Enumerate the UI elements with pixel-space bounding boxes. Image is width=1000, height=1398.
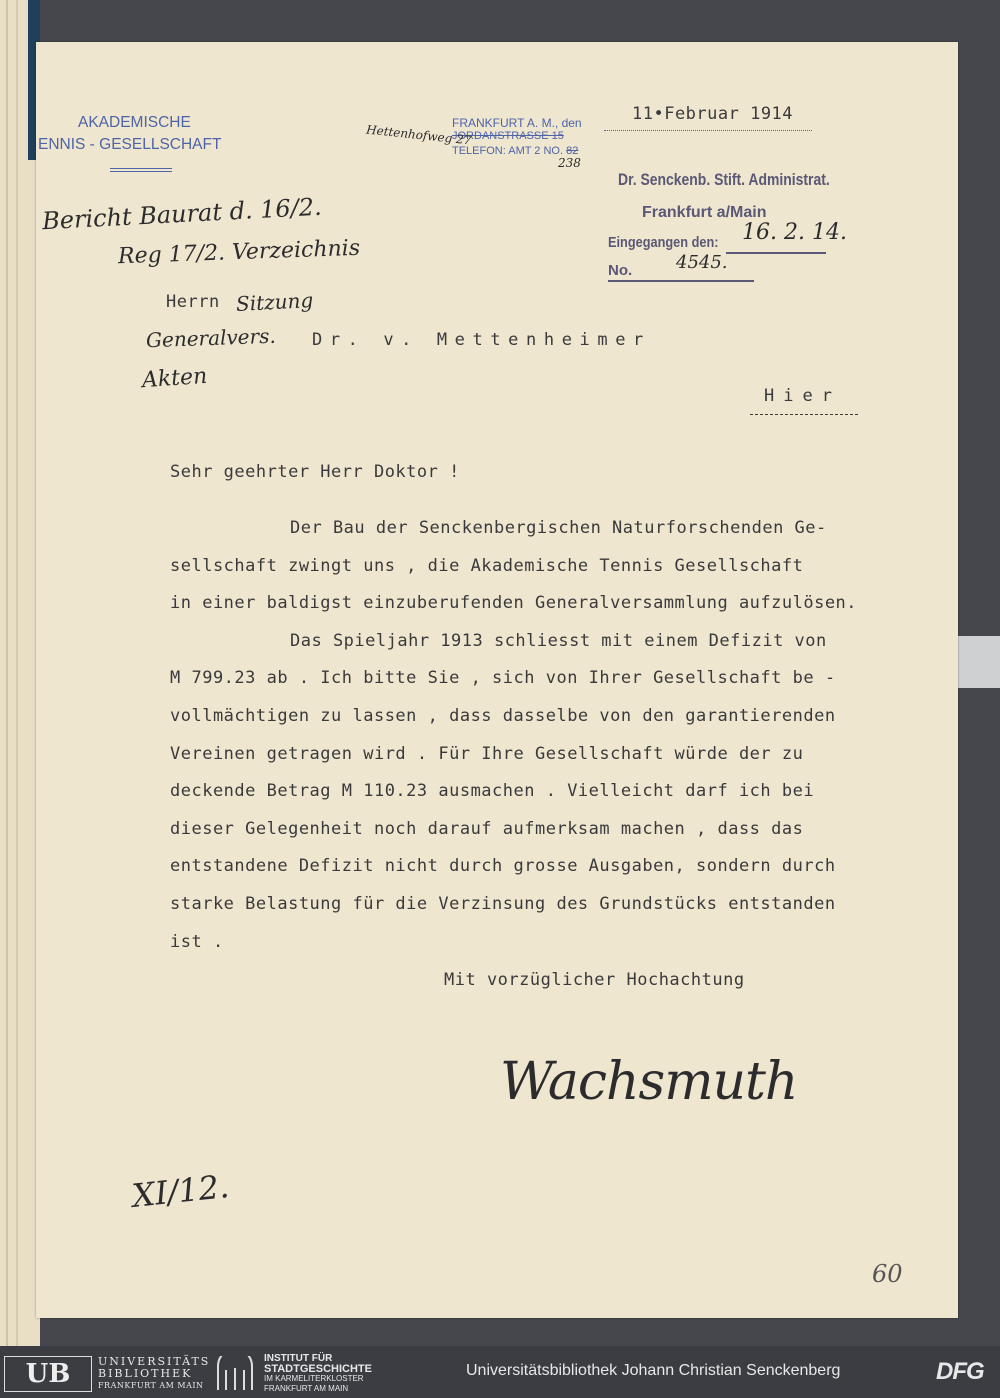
body-line: deckende Betrag M 110.23 ausmachen . Vielleicht darf ich bei [170, 781, 815, 802]
recipient-name: Dr. v. Mettenheimer [312, 330, 651, 350]
letterhead-street-struck: JORDANSTRASSE 15 [452, 130, 564, 142]
body-line: M 799.23 ab . Ich bitte Sie , sich von Ihrer Gesellschaft be - [170, 668, 836, 689]
greeting: Sehr geehrter Herr Doktor ! [170, 462, 460, 482]
phone-number-struck: 82 [566, 145, 579, 157]
stamp-line2: Frankfurt a/Main [642, 204, 767, 221]
annotation-line3: Sitzung [235, 287, 314, 317]
date-dotted-line [604, 130, 812, 131]
stamp-no-underline [608, 280, 754, 282]
letter-date: 11•Februar 1914 [632, 104, 794, 124]
body-line: Der Bau der Senckenbergischen Naturforschenden Ge- [290, 518, 827, 538]
isg-name-line3: IM KARMELITERKLOSTER [264, 1374, 364, 1383]
isg-name-line1: INSTITUT FÜR [264, 1353, 333, 1364]
isg-name-line4: FRANKFURT AM MAIN [264, 1384, 349, 1393]
recipient-place: Hier [764, 386, 841, 406]
letter-paper [36, 42, 958, 1318]
stamp-no-value: 4545. [676, 252, 728, 273]
stamp-received-underline [726, 252, 826, 254]
page-stack-lines [16, 0, 18, 1346]
footer-bar [0, 1346, 1000, 1398]
phone-label: TELEFON: AMT 2 NO. [452, 145, 564, 157]
body-line: entstandene Defizit nicht durch grosse Ausgaben, sondern durch [170, 856, 836, 877]
body-line: Das Spieljahr 1913 schliesst mit einem Defizit von [290, 630, 827, 651]
stamp-no-label: No. [608, 262, 633, 279]
body-line: starke Belastung für die Verzinsung des Grundstücks entstanden [170, 893, 836, 914]
ub-name-line3: FRANKFURT AM MAIN [98, 1381, 204, 1390]
body-line: vollmächtigen zu lassen , dass dasselbe von den garantierenden [170, 705, 836, 726]
ub-name [98, 1356, 210, 1392]
letterhead-city: FRANKFURT A. M., den [452, 116, 582, 130]
body-line: sellschaft zwingt uns , die Akademische Tennis Gesellschaft [170, 555, 804, 576]
isg-logo-icon [214, 1356, 256, 1390]
ub-name-line1: UNIVERSITÄTS [98, 1355, 211, 1368]
stamp-received-value: 16. 2. 14. [742, 220, 847, 245]
stamp-received-label: Eingegangen den: [608, 234, 719, 251]
body-line: in einer baldigst einzuberufenden Generalversammlung aufzulösen. [170, 593, 858, 614]
isg-name-line2: STADTGESCHICHTE [264, 1363, 372, 1375]
body-line: Vereinen getragen wird . Für Ihre Gesellschaft würde der zu [170, 743, 804, 764]
letterhead-rule [110, 168, 172, 172]
annotation-line1: Bericht Baurat d. 16/2. [41, 192, 323, 236]
columns-icon [214, 1356, 256, 1390]
ub-logo-text: UB [25, 1359, 71, 1389]
letter-body [170, 510, 930, 961]
ub-logo[interactable] [4, 1356, 92, 1392]
folio-mark: XI/12. [130, 1167, 231, 1215]
recipient-place-underline [750, 414, 858, 415]
stamp-line1: Dr. Senckenb. Stift. Administrat. [618, 170, 830, 189]
body-line: ist . [170, 931, 224, 952]
page-stack-lines [6, 0, 8, 1346]
isg-name [264, 1354, 372, 1394]
org-name-line1: AKADEMISCHE [78, 114, 191, 131]
recipient-salutation: Herrn [166, 292, 220, 312]
page-number: 60 [872, 1260, 903, 1288]
dfg-logo[interactable]: DFG [936, 1358, 984, 1385]
signature: Wachsmuth [500, 1052, 798, 1112]
closing: Mit vorzüglicher Hochachtung [444, 970, 745, 990]
annotation-line2: Reg 17/2. Verzeichnis [117, 235, 361, 270]
handwritten-address: Hettenhofweg 27 [365, 122, 473, 148]
annotation-line4: Generalvers. [145, 323, 277, 353]
body-line: dieser Gelegenheit noch darauf aufmerksam machen , dass das [170, 818, 804, 839]
annotation-line5: Akten [141, 363, 209, 394]
handwritten-phone-number: 238 [558, 156, 581, 170]
ub-name-line2: BIBLIOTHEK [98, 1367, 193, 1380]
footer-center-text: Universitätsbibliothek Johann Christian Senckenberg [466, 1362, 841, 1379]
org-name-line2: ENNIS - GESELLSCHAFT [38, 136, 222, 153]
